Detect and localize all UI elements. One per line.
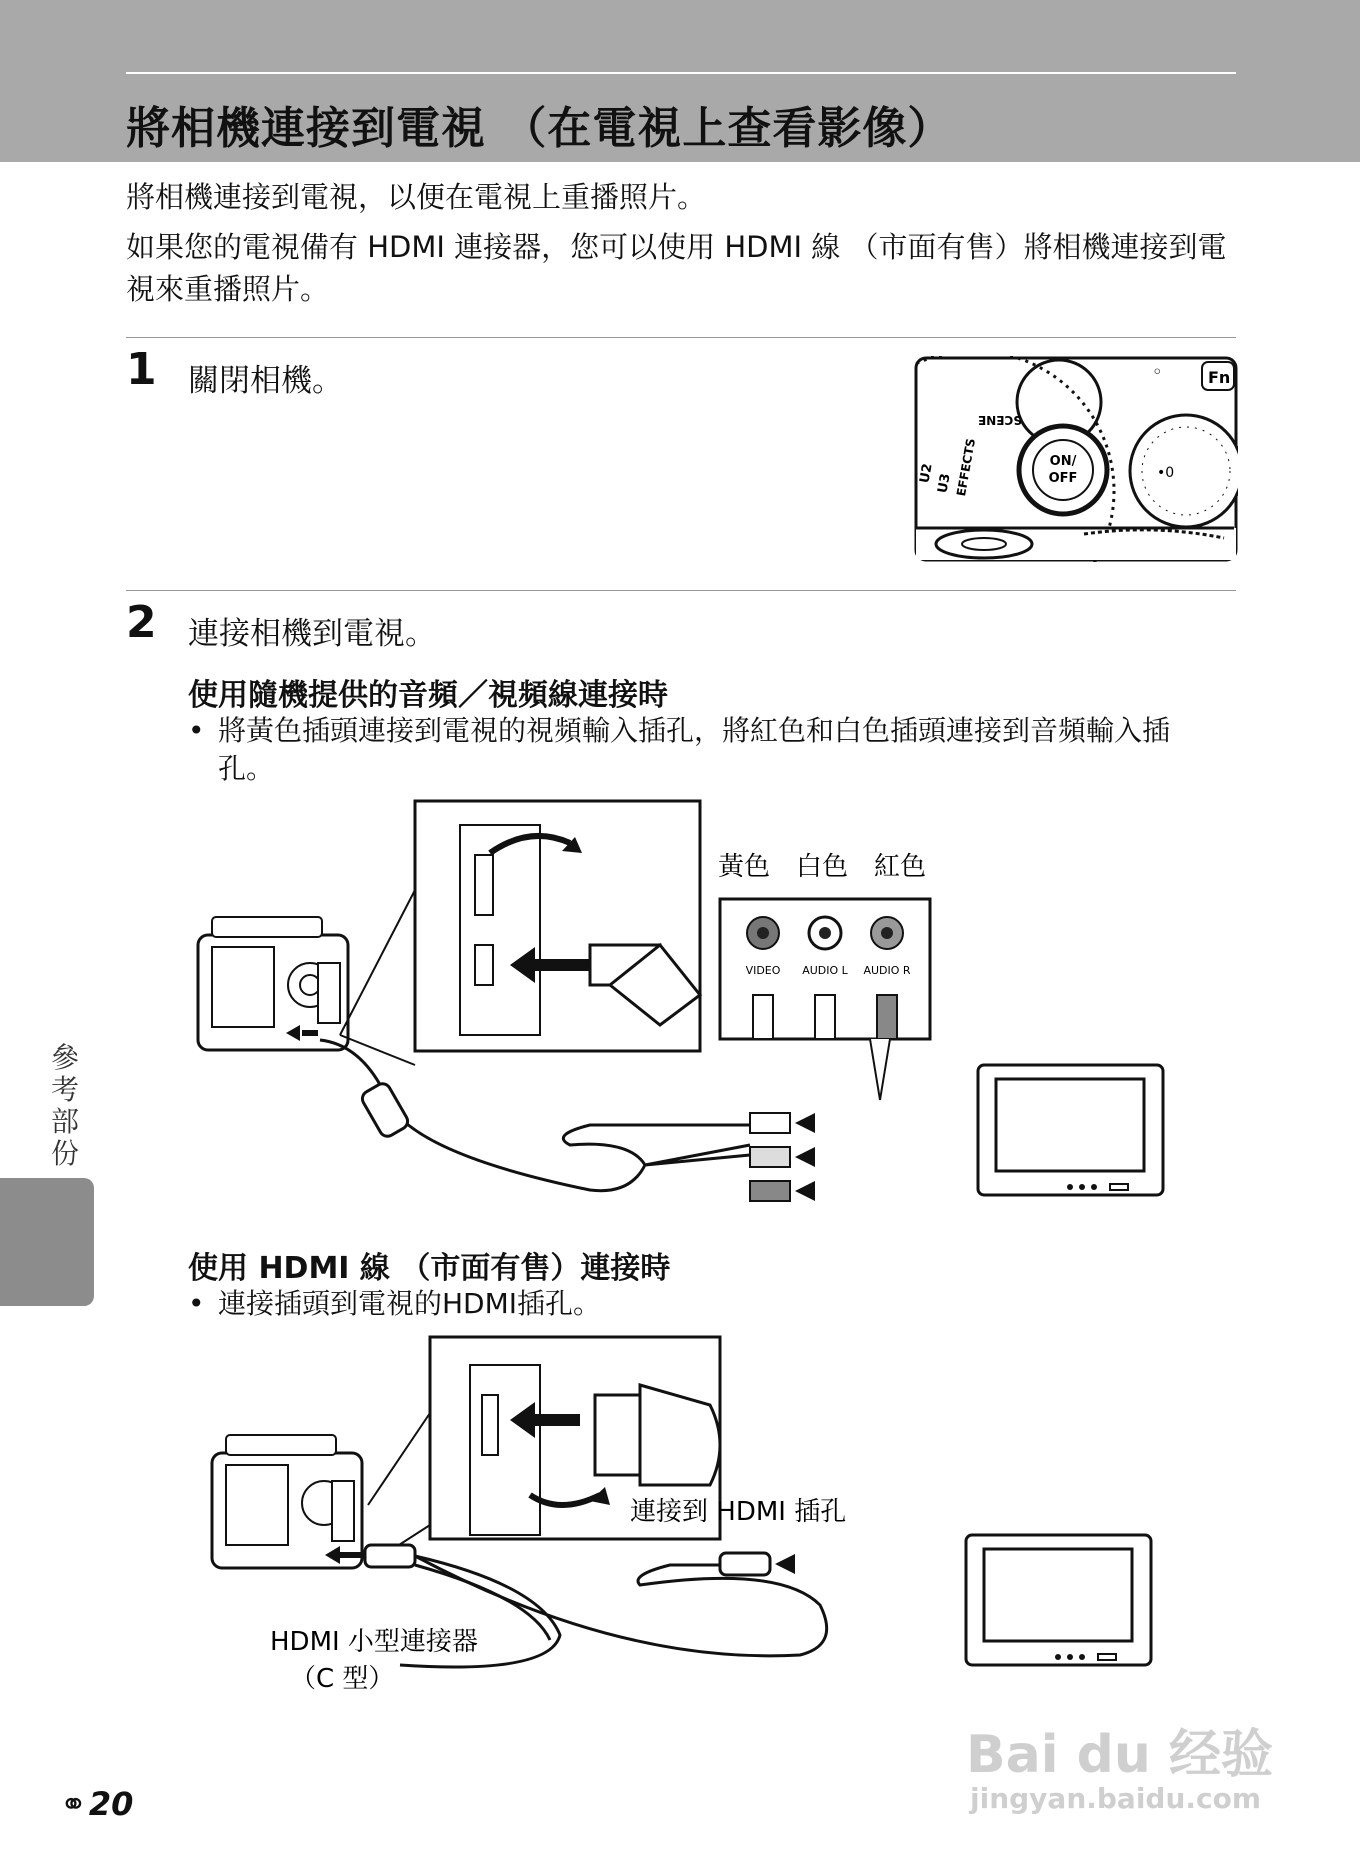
step-2-number: 2 — [126, 597, 157, 648]
white-label: 白色 — [796, 852, 849, 882]
yellow-label: 黃色 — [718, 852, 771, 882]
watermark-url: jingyan.baidu.com — [970, 1782, 1262, 1815]
divider — [126, 590, 1236, 591]
section-tab — [0, 1178, 94, 1306]
watermark-logo: Bai du 经验 — [966, 1725, 1273, 1785]
u3-label: U3 — [935, 472, 954, 495]
connector-label-2: （C 型） — [290, 1664, 395, 1694]
hdmi-section-heading: 使用 HDMI 線 （市面有售）連接時 — [188, 1251, 671, 1286]
reference-icon: ⚭ — [60, 1785, 87, 1823]
connector-label-1: HDMI 小型連接器 — [270, 1627, 478, 1657]
av-connection-diagram — [190, 795, 1170, 1205]
av-bullet: • 將黃色插頭連接到電視的視頻輸入插孔，將紅色和白色插頭連接到音頻輸入插孔。 — [188, 712, 1208, 788]
jack-audio-l-label: AUDIO L — [802, 964, 848, 977]
hdmi-bullet: • 連接插頭到電視的HDMI插孔。 — [188, 1285, 1208, 1323]
fn-label: Fn — [1208, 368, 1231, 387]
svg-text:•0: •0 — [1157, 465, 1175, 481]
intro-line-1: 將相機連接到電視，以便在電視上重播照片。 — [126, 180, 707, 214]
camera-top-illustration — [914, 356, 1238, 562]
av-section-heading: 使用隨機提供的音頻／視頻線連接時 — [188, 678, 668, 713]
header-rule — [126, 72, 1236, 74]
page-number — [60, 1785, 133, 1823]
tv-hdmi-label: 連接到 HDMI 插孔 — [630, 1497, 847, 1527]
u2-label: U2 — [917, 462, 936, 485]
camera-illustration — [198, 917, 348, 1050]
step-2-text: 連接相機到電視。 — [188, 616, 436, 652]
off-label: OFF — [1048, 471, 1078, 486]
jack-audio-r-label: AUDIO R — [863, 964, 911, 977]
step-1-text: 關閉相機。 — [188, 363, 343, 399]
hdmi-connection-diagram — [200, 1335, 1160, 1700]
page-number-value: 20 — [88, 1785, 134, 1823]
section-side-label: 參考部份 — [50, 1041, 79, 1170]
effects-label: EFFECTS — [954, 437, 979, 498]
divider — [126, 337, 1236, 338]
hdmi-bullet-text: 連接插頭到電視的HDMI插孔。 — [218, 1287, 602, 1320]
intro-line-2: 如果您的電視備有 HDMI 連接器，您可以使用 HDMI 線 （市面有售）將相機連接到電視來重播照片。 — [126, 230, 1227, 306]
svg-text:◦: ◦ — [1152, 362, 1163, 383]
on-label: ON/ — [1049, 454, 1077, 469]
scene-label: SCENE — [978, 413, 1022, 427]
step-1-number: 1 — [126, 344, 157, 395]
page-title: 將相機連接到電視 （在電視上查看影像） — [126, 103, 953, 154]
jack-video-label: VIDEO — [745, 964, 781, 977]
red-label: 紅色 — [874, 852, 927, 882]
av-bullet-text: 將黃色插頭連接到電視的視頻輸入插孔，將紅色和白色插頭連接到音頻輸入插孔。 — [218, 714, 1171, 785]
